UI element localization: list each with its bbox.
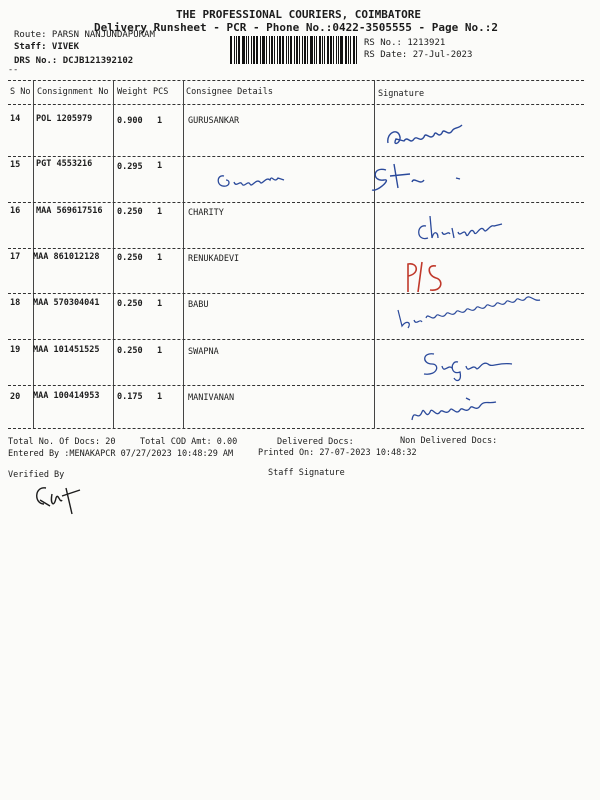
- row-weight: 0.250: [117, 346, 143, 356]
- header-marker: --: [8, 65, 19, 75]
- row-consignee: MANIVANAN: [188, 393, 235, 403]
- verifier-signature: [30, 482, 90, 518]
- col-header-pcs: PCS: [153, 87, 169, 97]
- row-weight: 0.900: [117, 116, 143, 126]
- row-consignee: GURUSANKAR: [188, 116, 240, 126]
- row-sno: 20: [10, 392, 21, 402]
- consignee-handwriting-row15: [214, 166, 294, 194]
- row-consignee: BABU: [188, 300, 209, 310]
- verified-by-label: Verified By: [8, 470, 65, 480]
- row-consignee: RENUKADEVI: [188, 254, 240, 264]
- row-weight: 0.250: [117, 253, 143, 263]
- company-name: THE PROFESSIONAL COURIERS, COIMBATORE: [176, 8, 422, 21]
- printed-on: Printed On: 27-07-2023 10:48:32: [258, 448, 417, 458]
- row-rule: [8, 385, 584, 386]
- row-sno: 14: [10, 114, 21, 124]
- row-pcs: 1: [157, 253, 163, 263]
- row-weight: 0.175: [117, 392, 143, 402]
- row-rule: [8, 248, 584, 249]
- drs-number: DRS No.: DCJB121392102: [14, 56, 134, 66]
- rs-date: RS Date: 27-Jul-2023: [364, 50, 473, 60]
- signature-manivanan: [406, 392, 506, 426]
- row-pcs: 1: [157, 161, 163, 171]
- signature-swapna: [418, 346, 528, 382]
- col-divider: [374, 80, 375, 428]
- row-consignment: MAA 101451525: [33, 345, 100, 355]
- row-consignment: PGT 4553216: [36, 159, 93, 169]
- row-weight: 0.250: [117, 299, 143, 309]
- runsheet-title: Delivery Runsheet - PCR - Phone No.:0422-3505555 - Page No.:2: [94, 21, 498, 34]
- row-pcs: 1: [157, 207, 163, 217]
- signature-row15: [368, 158, 478, 198]
- col-divider: [113, 80, 114, 428]
- row-consignee: CHARITY: [188, 208, 224, 218]
- row-rule: [8, 339, 584, 340]
- row-consignment: MAA 861012128: [33, 252, 100, 262]
- table-bottom-rule: [8, 428, 584, 429]
- route-label: Route: PARSN NANJUNDAPURAM: [14, 30, 155, 40]
- signature-renukadevi: [400, 258, 450, 294]
- col-divider: [183, 80, 184, 428]
- row-sno: 16: [10, 206, 21, 216]
- row-rule: [8, 202, 584, 203]
- rs-number: RS No.: 1213921: [364, 38, 446, 48]
- row-consignment: POL 1205979: [36, 114, 93, 124]
- row-sno: 15: [10, 160, 21, 170]
- table-top-rule: [8, 80, 584, 81]
- staff-signature-label: Staff Signature: [268, 468, 345, 478]
- signature-babu: [392, 290, 556, 334]
- entered-by: Entered By :MENAKAPCR 07/27/2023 10:48:29 AM: [8, 449, 234, 459]
- row-sno: 19: [10, 345, 21, 355]
- row-consignment: MAA 100414953: [33, 391, 100, 401]
- col-header-weight: Weight: [117, 87, 148, 97]
- row-pcs: 1: [157, 299, 163, 309]
- row-consignment: MAA 569617516: [36, 206, 103, 216]
- row-weight: 0.295: [117, 162, 143, 172]
- row-weight: 0.250: [117, 207, 143, 217]
- row-sno: 18: [10, 298, 21, 308]
- staff-label: Staff: VIVEK: [14, 42, 80, 52]
- col-header-consignment: Consignment No: [37, 87, 109, 97]
- row-pcs: 1: [157, 346, 163, 356]
- row-consignment: MAA 570304041: [33, 298, 100, 308]
- non-delivered-docs: Non Delivered Docs:: [400, 436, 498, 446]
- col-header-signature: Signature: [378, 89, 425, 99]
- row-consignee: SWAPNA: [188, 347, 219, 357]
- row-rule: [8, 156, 584, 157]
- col-header-consignee: Consignee Details: [186, 87, 273, 97]
- total-docs: Total No. Of Docs: 20: [8, 437, 116, 447]
- signature-charity: [414, 212, 514, 246]
- barcode-image: [230, 36, 358, 64]
- row-sno: 17: [10, 252, 21, 262]
- total-cod: Total COD Amt: 0.00: [140, 437, 238, 447]
- signature-gurusankar: [384, 117, 474, 153]
- delivered-docs: Delivered Docs:: [277, 437, 354, 447]
- row-pcs: 1: [157, 116, 163, 126]
- row-pcs: 1: [157, 392, 163, 402]
- table-header-rule: [8, 104, 584, 105]
- col-header-sno: S No: [10, 87, 31, 97]
